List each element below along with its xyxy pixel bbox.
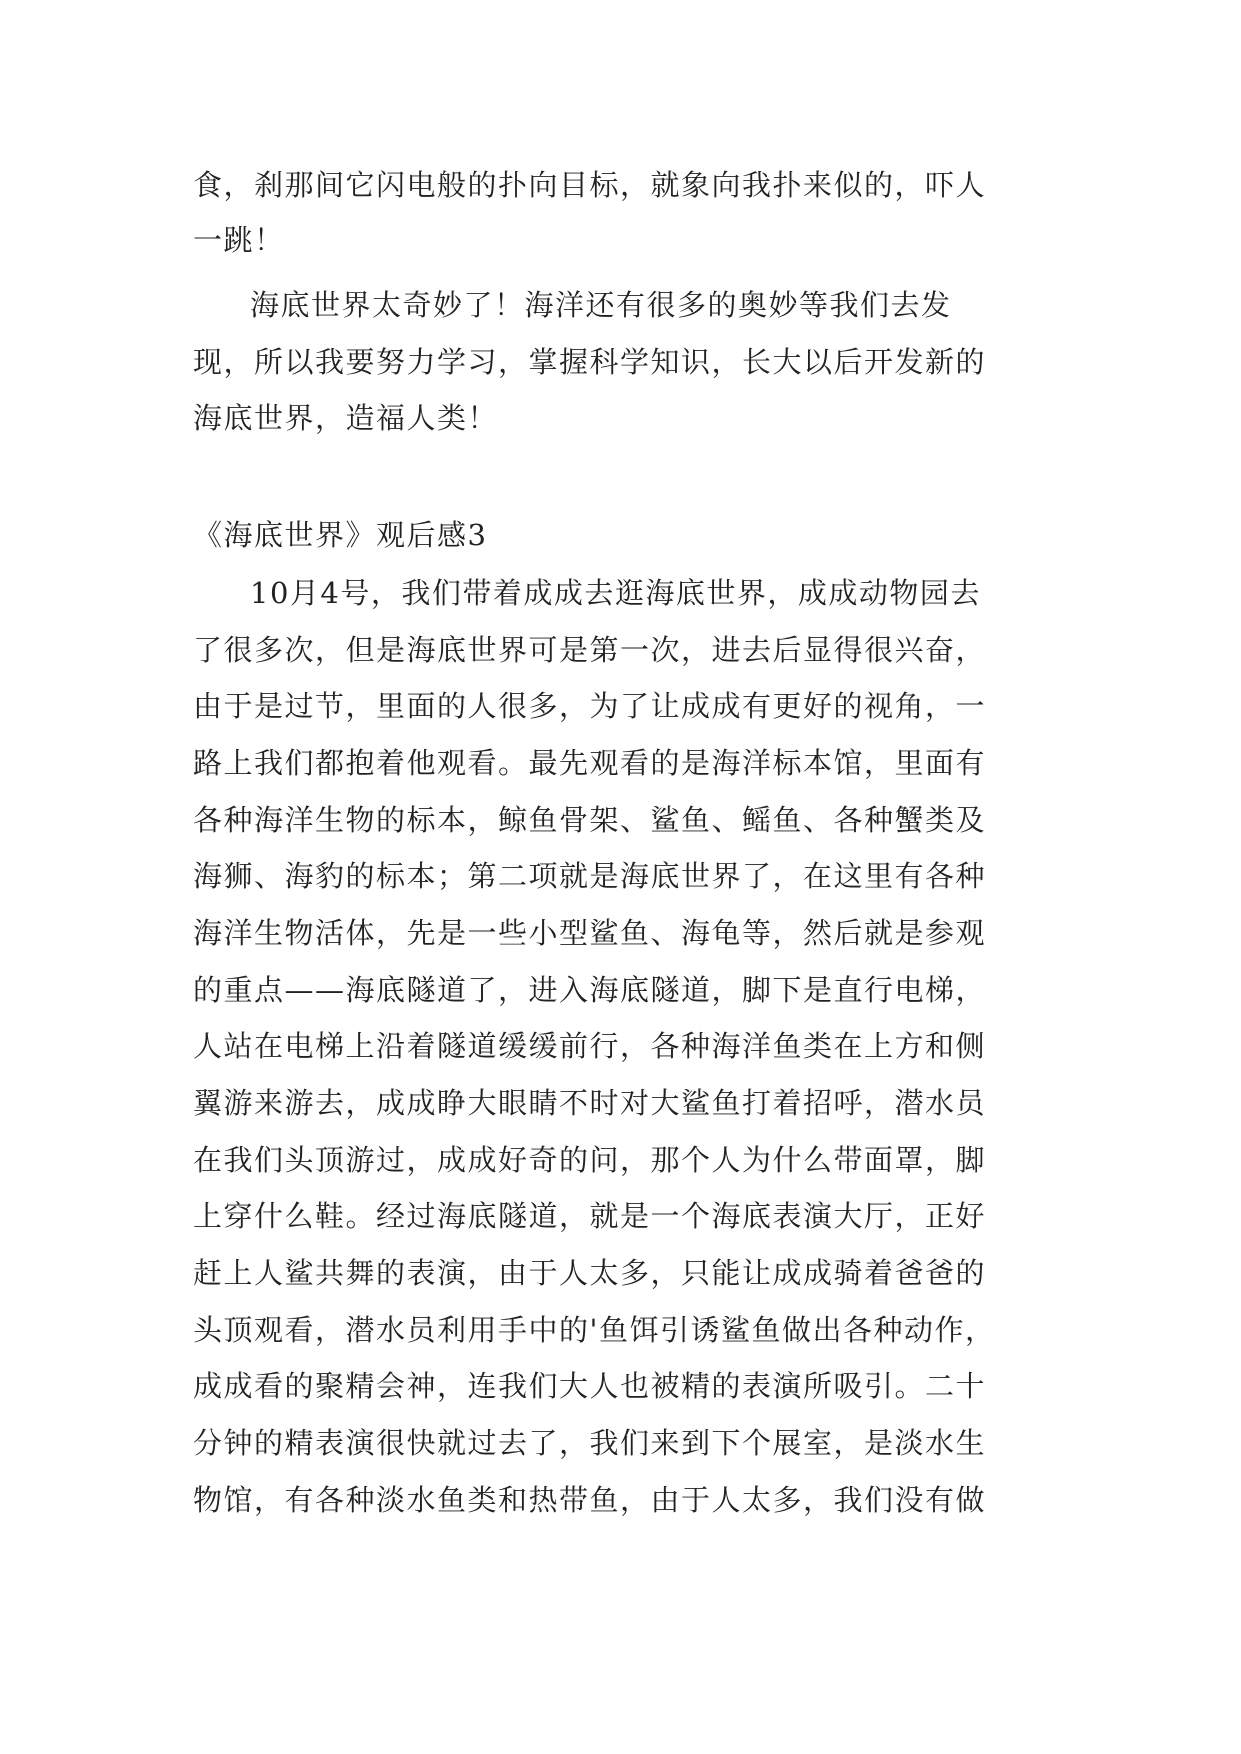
section-title: 《海底世界》观后感3 [193,518,488,552]
paragraph-first-line: 10月4号，我们带着成成去逛海底世界，成成动物园去 [250,576,981,610]
text-line: 路上我们都抱着他观看。最先观看的是海洋标本馆，里面有 [193,746,987,780]
text-line: 的重点——海底隧道了，进入海底隧道，脚下是直行电梯， [193,973,987,1007]
text-line: 食，刹那间它闪电般的扑向目标，就象向我扑来似的，吓人 [193,168,987,202]
text-line: 物馆，有各种淡水鱼类和热带鱼，由于人太多，我们没有做 [193,1483,987,1517]
text-line: 赶上人鲨共舞的表演，由于人太多，只能让成成骑着爸爸的 [193,1256,987,1290]
text-line: 人站在电梯上沿着隧道缓缓前行，各种海洋鱼类在上方和侧 [193,1029,987,1063]
text-line: 海狮、海豹的标本；第二项就是海底世界了，在这里有各种 [193,859,987,893]
text-line: 成成看的聚精会神，连我们大人也被精的表演所吸引。二十 [193,1369,987,1403]
text-line: 了很多次，但是海底世界可是第一次，进去后显得很兴奋， [193,633,987,667]
text-line: 翼游来游去，成成睁大眼睛不时对大鲨鱼打着招呼，潜水员 [193,1086,987,1120]
text-line: 分钟的精表演很快就过去了，我们来到下个展室，是淡水生 [193,1426,987,1460]
text-line: 一跳！ [193,223,285,257]
text-line: 上穿什么鞋。经过海底隧道，就是一个海底表演大厅，正好 [193,1199,987,1233]
text-line: 头顶观看，潜水员利用手中的'鱼饵引诱鲨鱼做出各种动作， [193,1313,996,1347]
text-line: 海洋生物活体，先是一些小型鲨鱼、海龟等，然后就是参观 [193,916,987,950]
text-line: 由于是过节，里面的人很多，为了让成成有更好的视角，一 [193,689,987,723]
text-line: 各种海洋生物的标本，鲸鱼骨架、鲨鱼、鳐鱼、各种蟹类及 [193,803,987,837]
paragraph-first-line: 海底世界太奇妙了！海洋还有很多的奥妙等我们去发 [250,288,952,322]
text-line: 在我们头顶游过，成成好奇的问，那个人为什么带面罩，脚 [193,1143,987,1177]
text-line: 现，所以我要努力学习，掌握科学知识，长大以后开发新的 [193,345,987,379]
text-line: 海底世界，造福人类！ [193,401,499,435]
